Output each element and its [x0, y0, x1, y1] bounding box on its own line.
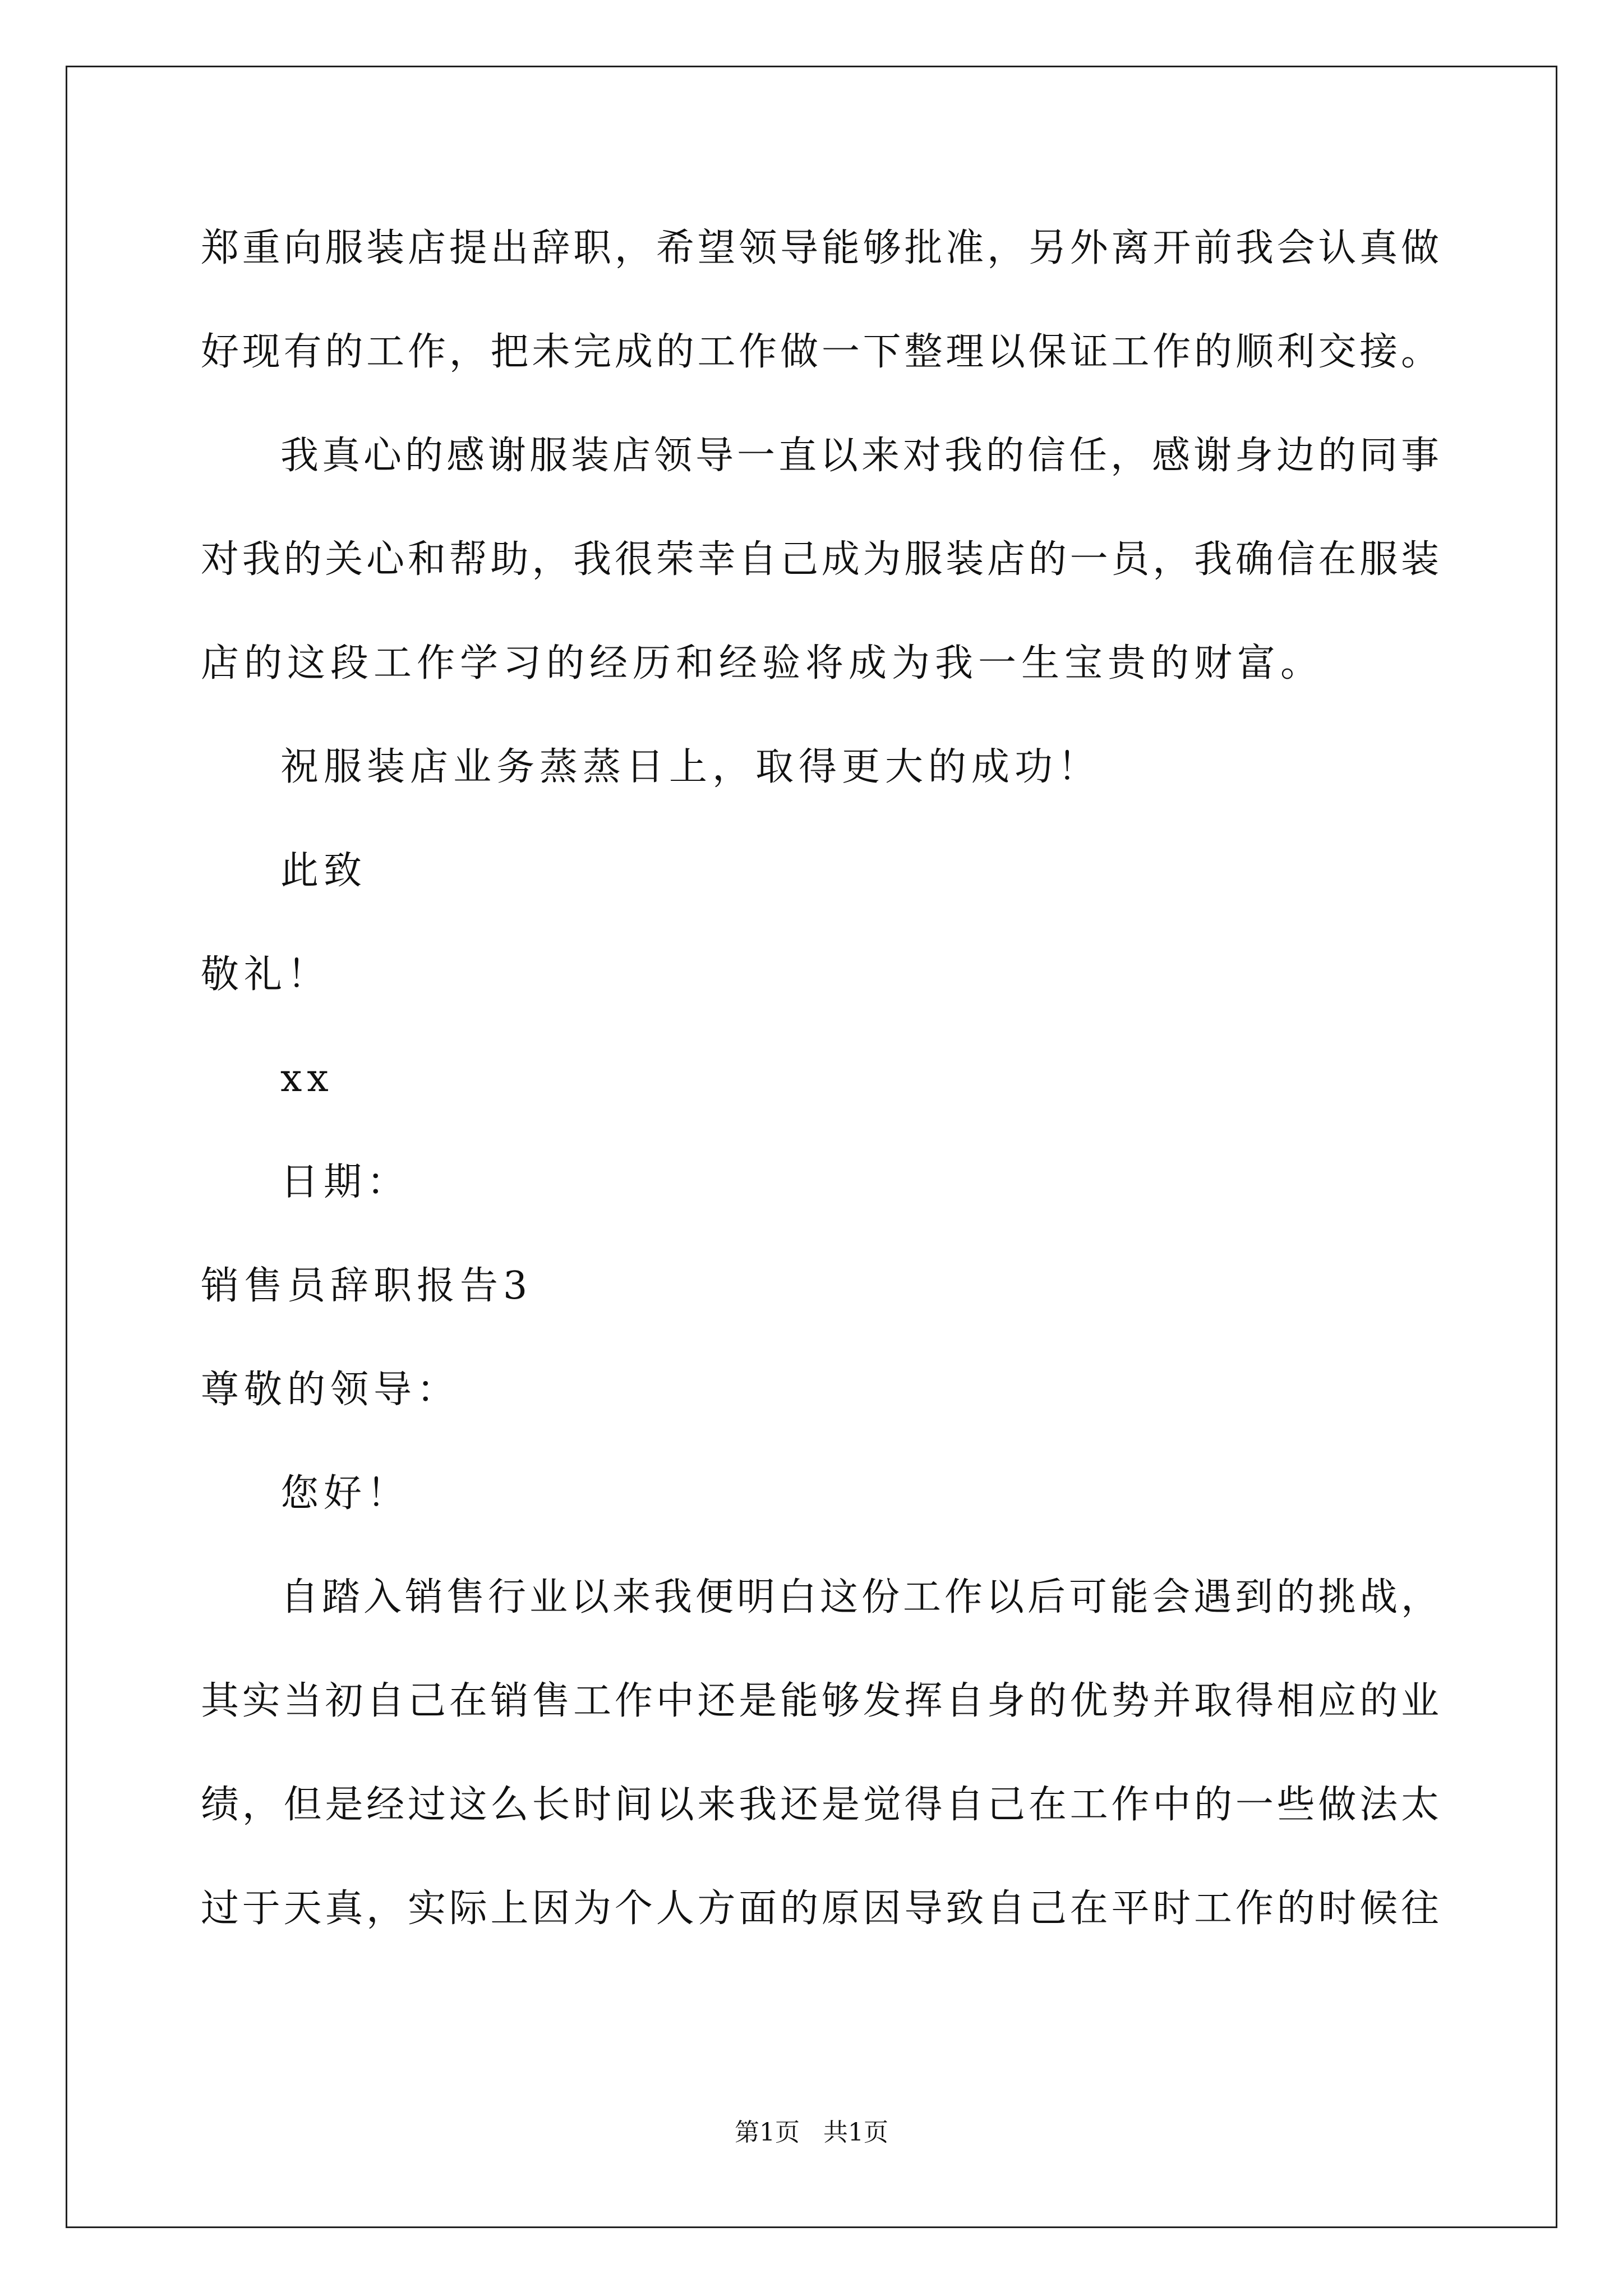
page-number: 第1页 共1页 — [735, 2118, 888, 2147]
text-line: 其实当初自己在销售工作中还是能够发挥自身的优势并取得相应的业 — [201, 1679, 1439, 1723]
text-line: 好现有的工作，把未完成的工作做一下整理以保证工作的顺利交接。 — [201, 330, 1439, 374]
text-line: 绩，但是经过这么长时间以来我还是觉得自己在工作中的一些做法太 — [201, 1783, 1439, 1827]
text-line: 对我的关心和帮助，我很荣幸自己成为服装店的一员，我确信在服装 — [201, 537, 1439, 582]
closing-salutation: 此致 — [280, 849, 367, 893]
date-label: 日期： — [280, 1160, 411, 1204]
text-line: 自踏入销售行业以来我便明白这份工作以后可能会遇到的挑战， — [280, 1575, 1439, 1619]
greeting: 尊敬的领导： — [201, 1368, 460, 1412]
text-line: 祝服装店业务蒸蒸日上，取得更大的成功！ — [280, 745, 1101, 789]
text-line: 郑重向服装店提出辞职，希望领导能够批准，另外离开前我会认真做 — [201, 226, 1439, 270]
text-line: 过于天真，实际上因为个人方面的原因导致自己在平时工作的时候往 — [201, 1887, 1439, 1931]
closing-regards: 敬礼！ — [201, 953, 331, 997]
text-line: 店的这段工作学习的经历和经验将成为我一生宝贵的财富。 — [201, 641, 1324, 685]
greeting-hello: 您好！ — [280, 1471, 411, 1516]
signature-name: xx — [280, 1056, 334, 1101]
section-title: 销售员辞职报告3 — [201, 1264, 533, 1308]
text-line: 我真心的感谢服装店领导一直以来对我的信任，感谢身边的同事 — [280, 434, 1439, 478]
